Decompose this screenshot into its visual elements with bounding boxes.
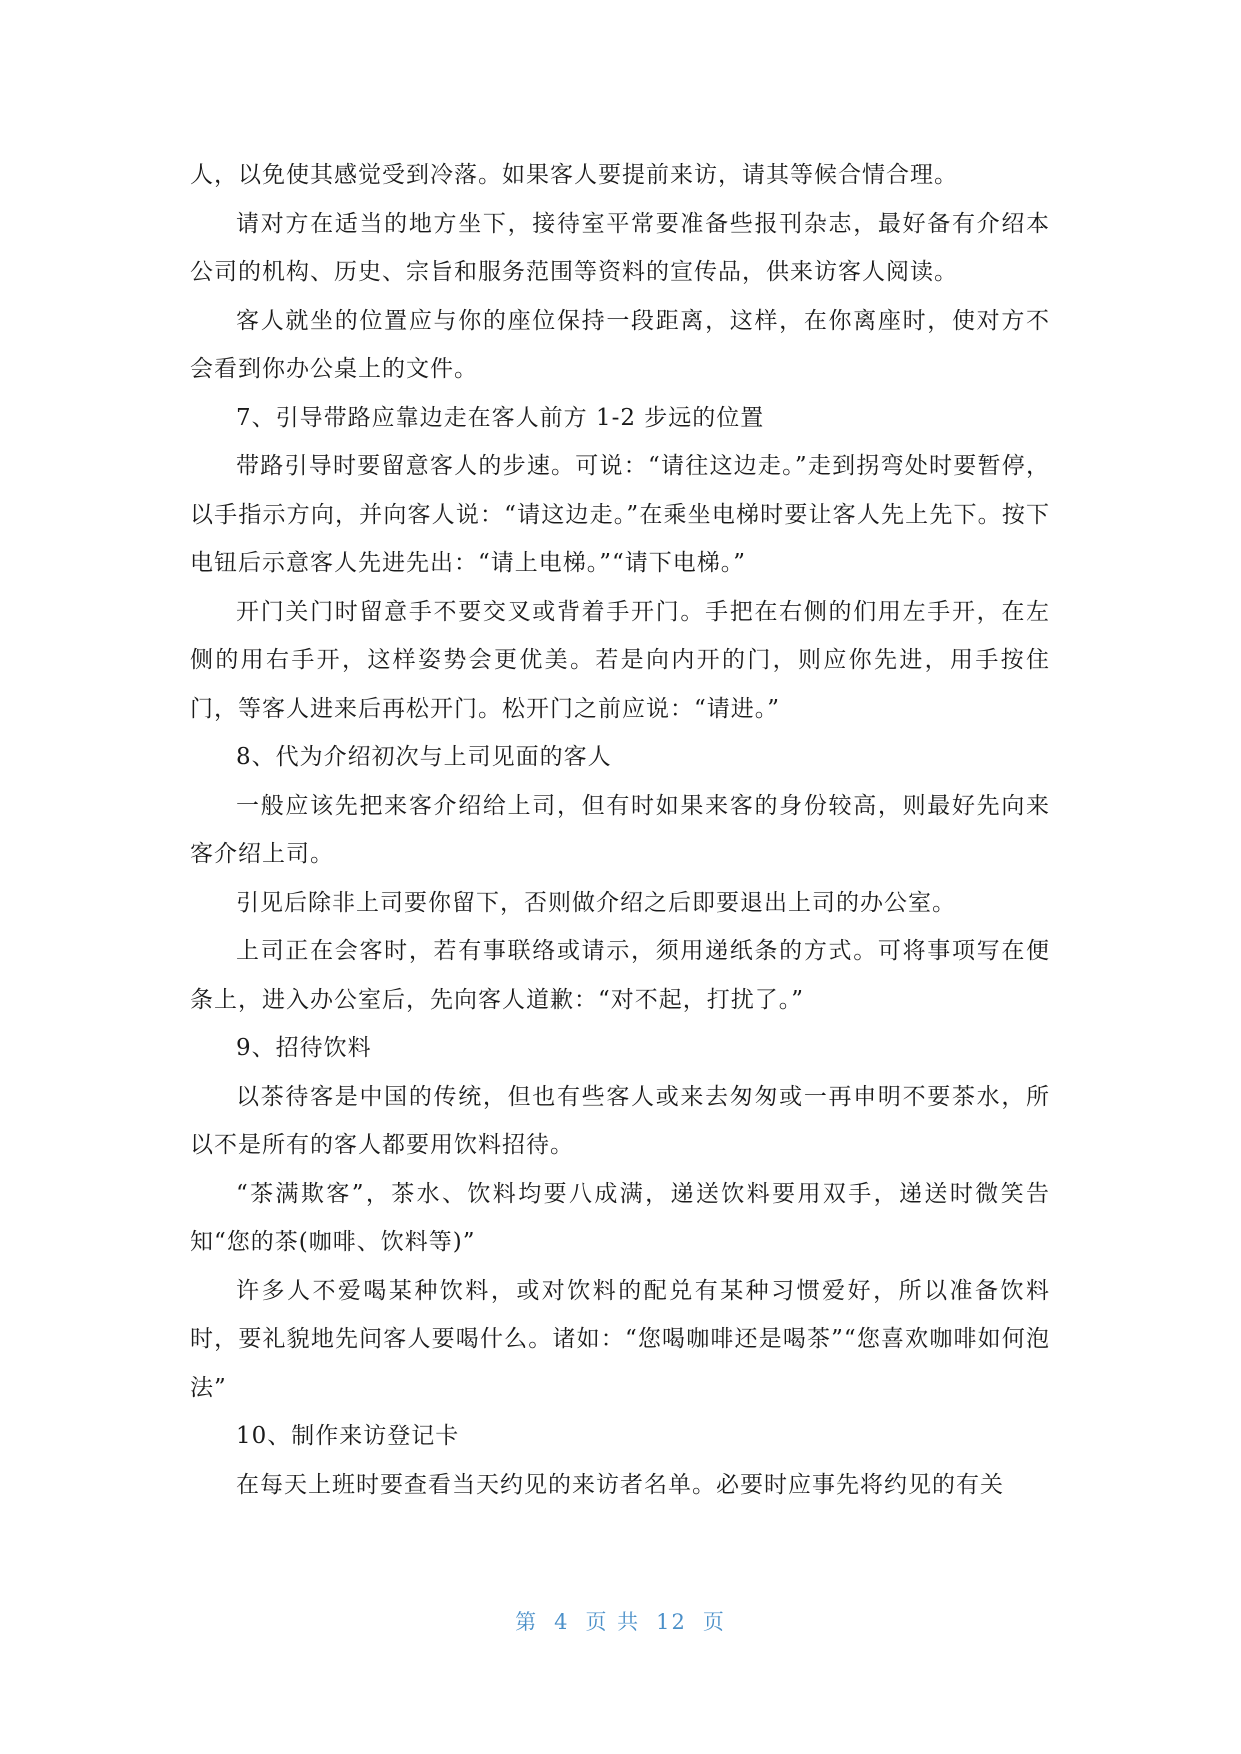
document-body [190, 151, 1050, 1509]
paragraph: 上司正在会客时，若有事联络或请示，须用递纸条的方式。可将事项写在便条上，进入办公室后，先向客人道歉：“对不起，打扰了。” [190, 938, 1050, 1013]
footer-middle: 页 共 [585, 1610, 641, 1634]
paragraph: 请对方在适当的地方坐下，接待室平常要准备些报刊杂志，最好备有介绍本公司的机构、历史、宗旨和服务范围等资料的宣传品，供来访客人阅读。 [190, 210, 1050, 285]
footer-prefix: 第 [515, 1610, 539, 1634]
section-heading: 7、引导带路应靠边走在客人前方 1-2 步远的位置 [236, 404, 765, 431]
footer-suffix: 页 [702, 1610, 726, 1634]
paragraph: “茶满欺客”，茶水、饮料均要八成满，递送饮料要用双手，递送时微笑告知“您的茶(咖啡、饮料等)” [190, 1180, 1050, 1255]
section-heading: 10、制作来访登记卡 [236, 1423, 460, 1449]
paragraph: 引见后除非上司要你留下，否则做介绍之后即要退出上司的办公室。 [236, 889, 956, 916]
paragraph: 许多人不爱喝某种饮料，或对饮料的配兑有某种习惯爱好，所以准备饮料时，要礼貌地先问客人要喝什么。诸如：“您喝咖啡还是喝茶”“您喜欢咖啡如何泡法” [190, 1277, 1050, 1401]
paragraph: 带路引导时要留意客人的步速。可说：“请往这边走。”走到拐弯处时要暂停，以手指示方向，并向客人说：“请这边走。”在乘坐电梯时要让客人先上先下。按下电钮后示意客人先进先出：“请上电梯。”“请下电梯。” [190, 453, 1050, 576]
paragraph: 人，以免使其感觉受到冷落。如果客人要提前来访，请其等候合情合理。 [190, 162, 958, 188]
footer-total-pages: 12 [656, 1610, 687, 1634]
paragraph: 以茶待客是中国的传统，但也有些客人或来去匆匆或一再申明不要茶水，所以不是所有的客人都要用饮料招待。 [190, 1083, 1050, 1158]
paragraph: 客人就坐的位置应与你的座位保持一段距离，这样，在你离座时，使对方不会看到你办公桌上的文件。 [190, 307, 1050, 382]
paragraph: 一般应该先把来客介绍给上司，但有时如果来客的身份较高，则最好先向来客介绍上司。 [190, 792, 1050, 867]
paragraph: 开门关门时留意手不要交叉或背着手开门。手把在右侧的们用左手开，在左侧的用右手开，这样姿势会更优美。若是向内开的门，则应你先进，用手按住门，等客人进来后再松开门。松开门之前应说：“请进。” [190, 598, 1050, 722]
paragraph: 在每天上班时要查看当天约见的来访者名单。必要时应事先将约见的有关 [236, 1471, 1004, 1498]
footer-page-number: 4 [554, 1610, 570, 1634]
section-heading: 9、招待饮料 [236, 1035, 372, 1061]
section-heading: 8、代为介绍初次与上司见面的客人 [236, 744, 612, 770]
page-footer [0, 1606, 1241, 1636]
